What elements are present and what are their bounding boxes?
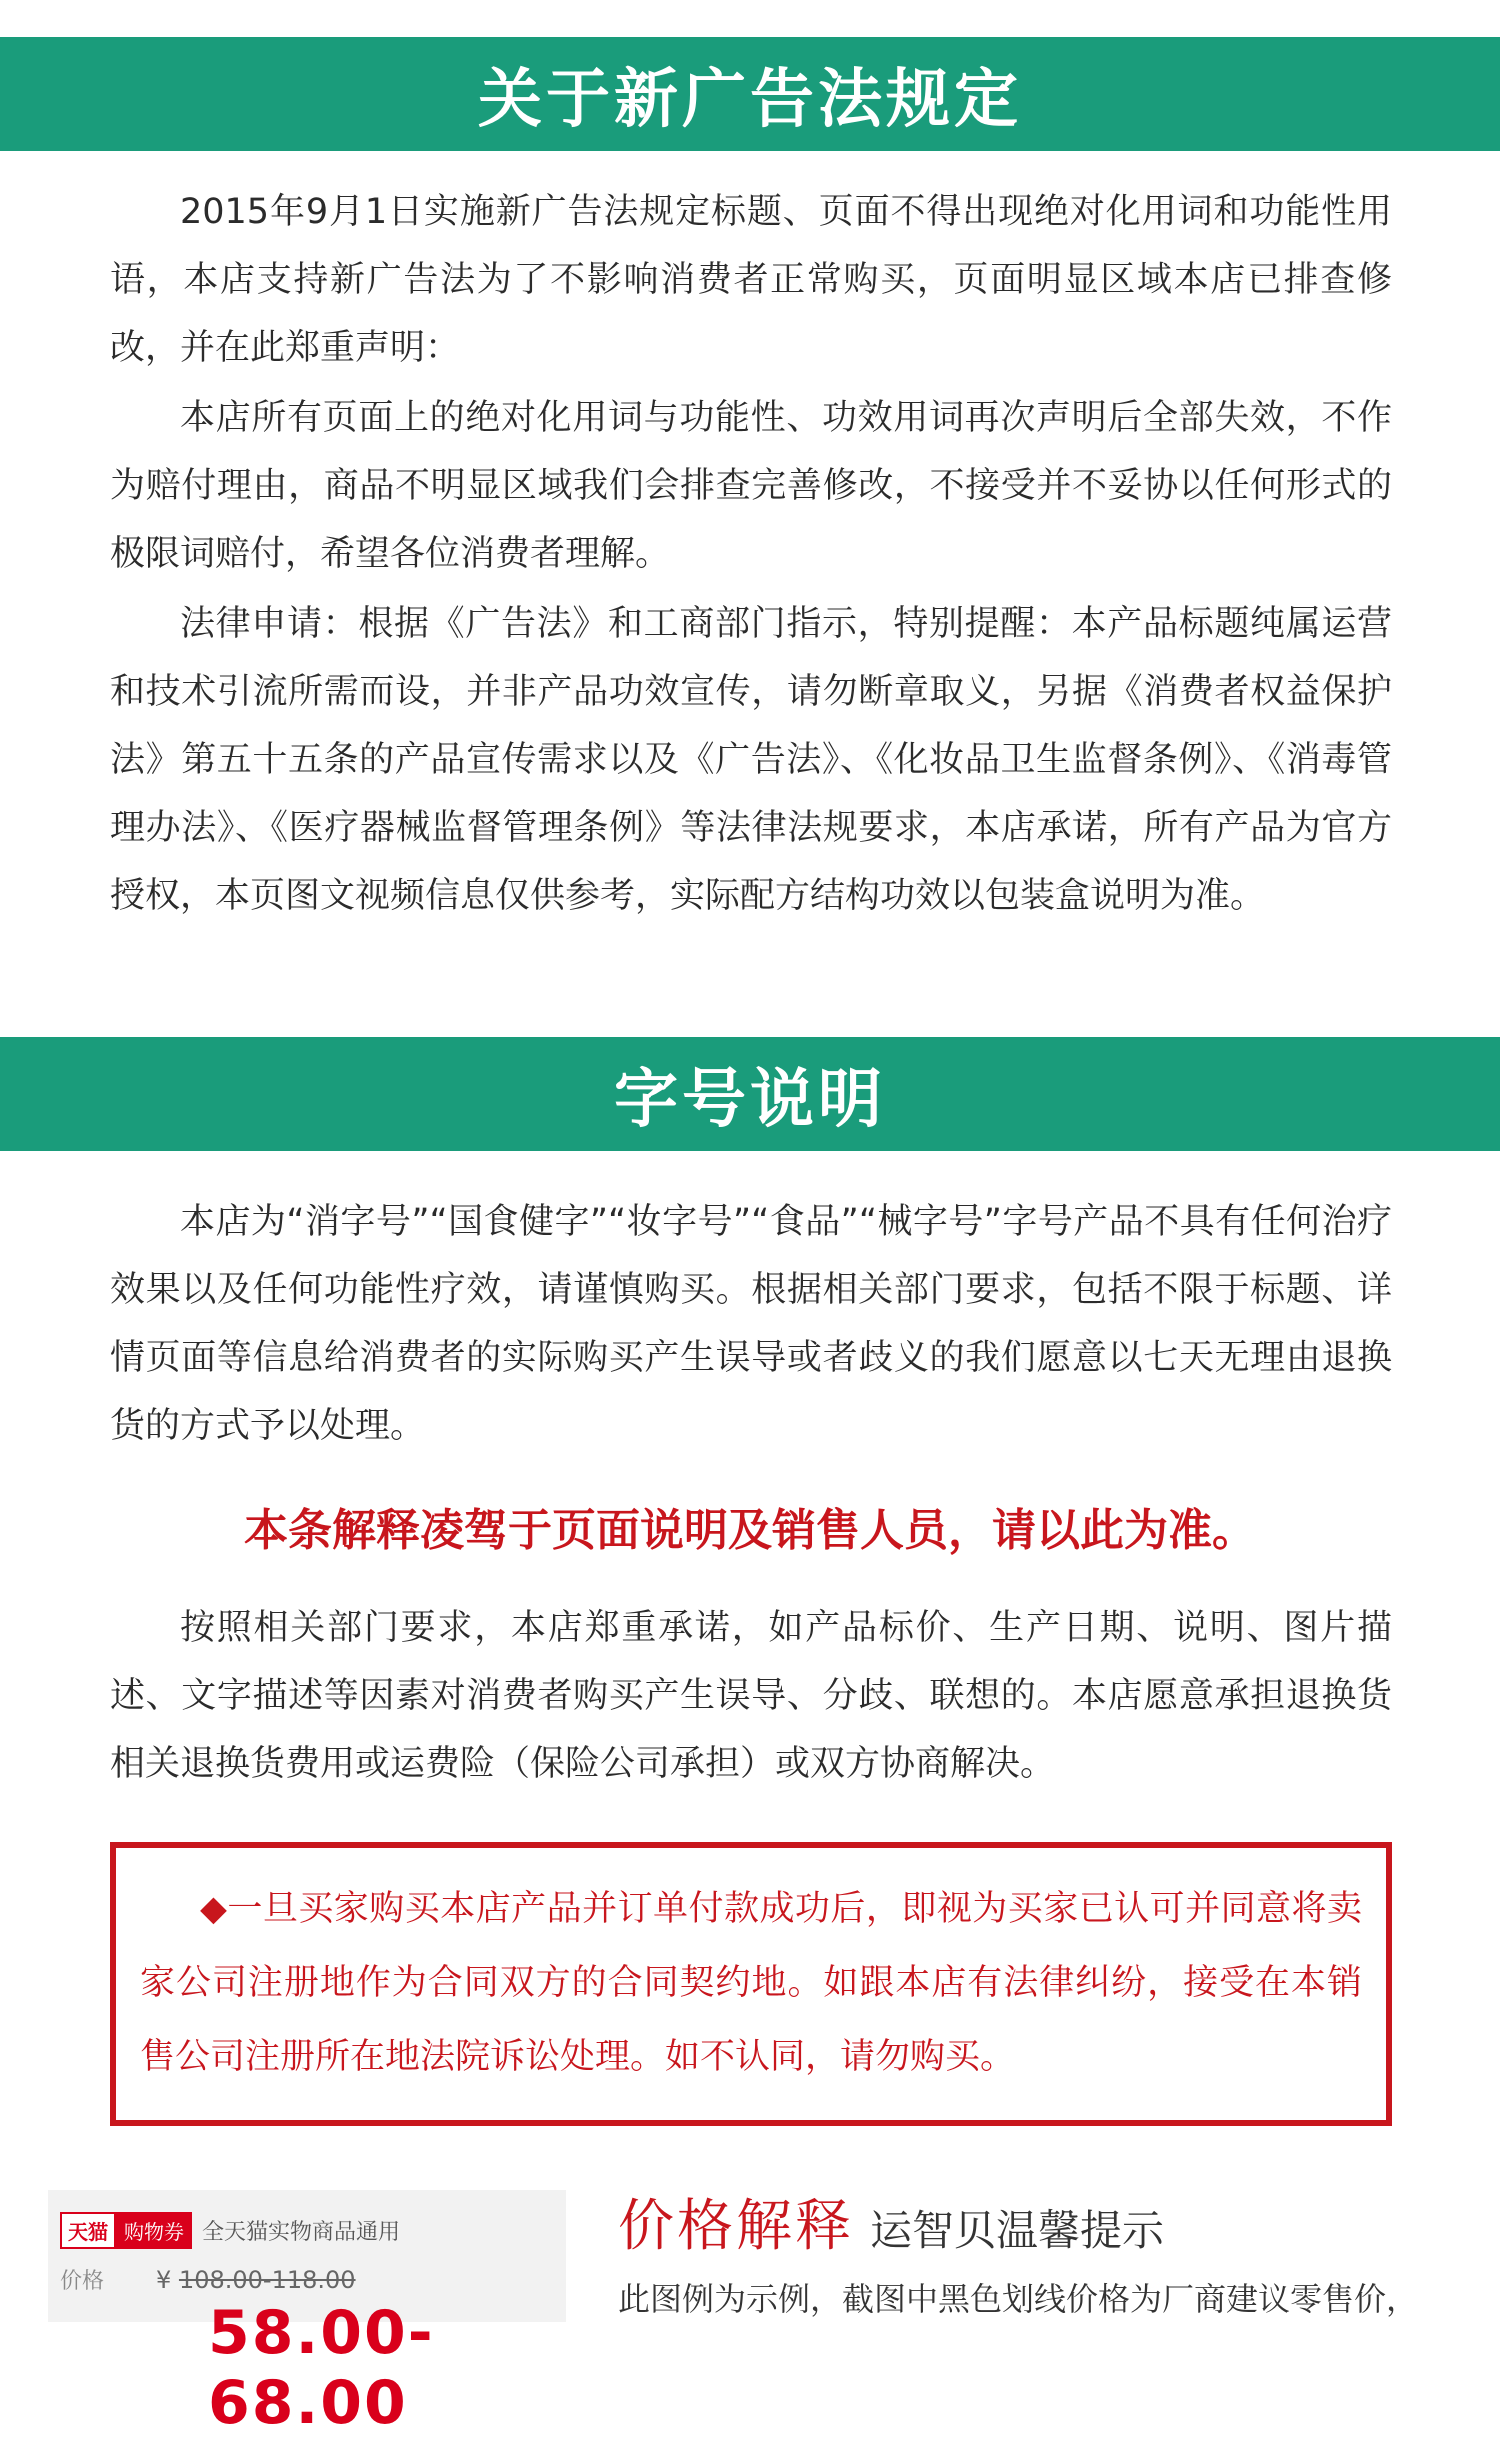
price-row bbox=[60, 2264, 356, 2295]
price-explain-text: 此图例为示例，截图中黑色划线价格为厂商建议零售价， bbox=[618, 2280, 1419, 2318]
ad-law-paragraph-1 bbox=[110, 178, 1392, 382]
ad-law-paragraph-3 bbox=[110, 590, 1392, 930]
section-banner-ad-law bbox=[0, 37, 1500, 151]
notice-text: ◆一旦买家购买本店产品并订单付款成功后，即视为买家已认可并同意将卖家公司注册地作为合同双方的合同契约地。如跟本店有法律纠纷，接受在本销售公司注册所在地法院诉讼处理。如不认同，请勿购买。 bbox=[140, 1889, 1362, 2077]
currency-symbol: ¥ bbox=[156, 2265, 172, 2294]
coupon-text: 全天猫实物商品通用 bbox=[202, 2220, 401, 2245]
paragraph-text: 法律申请：根据《广告法》和工商部门指示，特别提醒：本产品标题纯属运营和技术引流所需而设，并非产品功效宣传，请勿断章取义，另据《消费者权益保护法》第五十五条的产品宣传需求以及《广告法》、《化妆品卫生监督条例》、《消毒管理办法》、《医疗器械监督管理条例》等法律法规要求，本店承诺，所有产品为官方授权，本页图文视频信息仅供参考，实际配方结构功效以包装盒说明为准。 bbox=[110, 604, 1392, 916]
override-statement: 本条解释凌驾于页面说明及销售人员，请以此为准。 bbox=[244, 1505, 1256, 1556]
price-example-card bbox=[48, 2190, 566, 2438]
paragraph-text: 2015年9月1日实施新广告法规定标题、页面不得出现绝对化用词和功能性用语，本店支持新广告法为了不影响消费者正常购买，页面明显区域本店已排查修改，并在此郑重声明： bbox=[110, 192, 1392, 368]
paragraph-text: 本店所有页面上的绝对化用词与功能性、功效用词再次声明后全部失效，不作为赔付理由，商品不明显区域我们会排查完善修改，不接受并不妥协以任何形式的极限词赔付，希望各位消费者理解。 bbox=[110, 398, 1392, 574]
old-price-value: 108.00-118.00 bbox=[178, 2265, 356, 2294]
price-explain-heading bbox=[618, 2182, 1164, 2262]
purchase-notice-box bbox=[110, 1842, 1392, 2126]
section-banner-license bbox=[0, 1037, 1500, 1151]
tmall-badge: 天猫 bbox=[60, 2212, 116, 2249]
coupon-row bbox=[60, 2212, 400, 2249]
license-paragraph-2 bbox=[110, 1594, 1392, 1798]
new-price: 58.00-68.00 bbox=[208, 2298, 435, 2438]
paragraph-text: 本店为“消字号”“国食健字”“妆字号”“食品”“械字号”字号产品不具有任何治疗效果以及任何功能性疗效，请谨慎购买。根据相关部门要求，包括不限于标题、详情页面等信息给消费者的实际购买产生误导或者歧义的我们愿意以七天无理由退换货的方式予以处理。 bbox=[110, 1202, 1392, 1446]
license-paragraph-1 bbox=[110, 1188, 1392, 1460]
price-explain-title: 价格解释 bbox=[618, 2194, 854, 2259]
paragraph-text: 按照相关部门要求，本店郑重承诺，如产品标价、生产日期、说明、图片描述、文字描述等因素对消费者购买产生误导、分歧、联想的。本店愿意承担退换货相关退换货费用或运费险（保险公司承担）或双方协商解决。 bbox=[110, 1608, 1392, 1784]
price-explain-subtitle: 运智贝温馨提示 bbox=[870, 2206, 1165, 2255]
ad-law-paragraph-2 bbox=[110, 384, 1392, 588]
coupon-badge: 购物券 bbox=[116, 2212, 192, 2249]
price-label: 价格 bbox=[60, 2269, 105, 2294]
old-price bbox=[156, 2266, 356, 2294]
section-title: 字号说明 bbox=[614, 1063, 886, 1137]
section-title: 关于新广告法规定 bbox=[478, 63, 1022, 137]
